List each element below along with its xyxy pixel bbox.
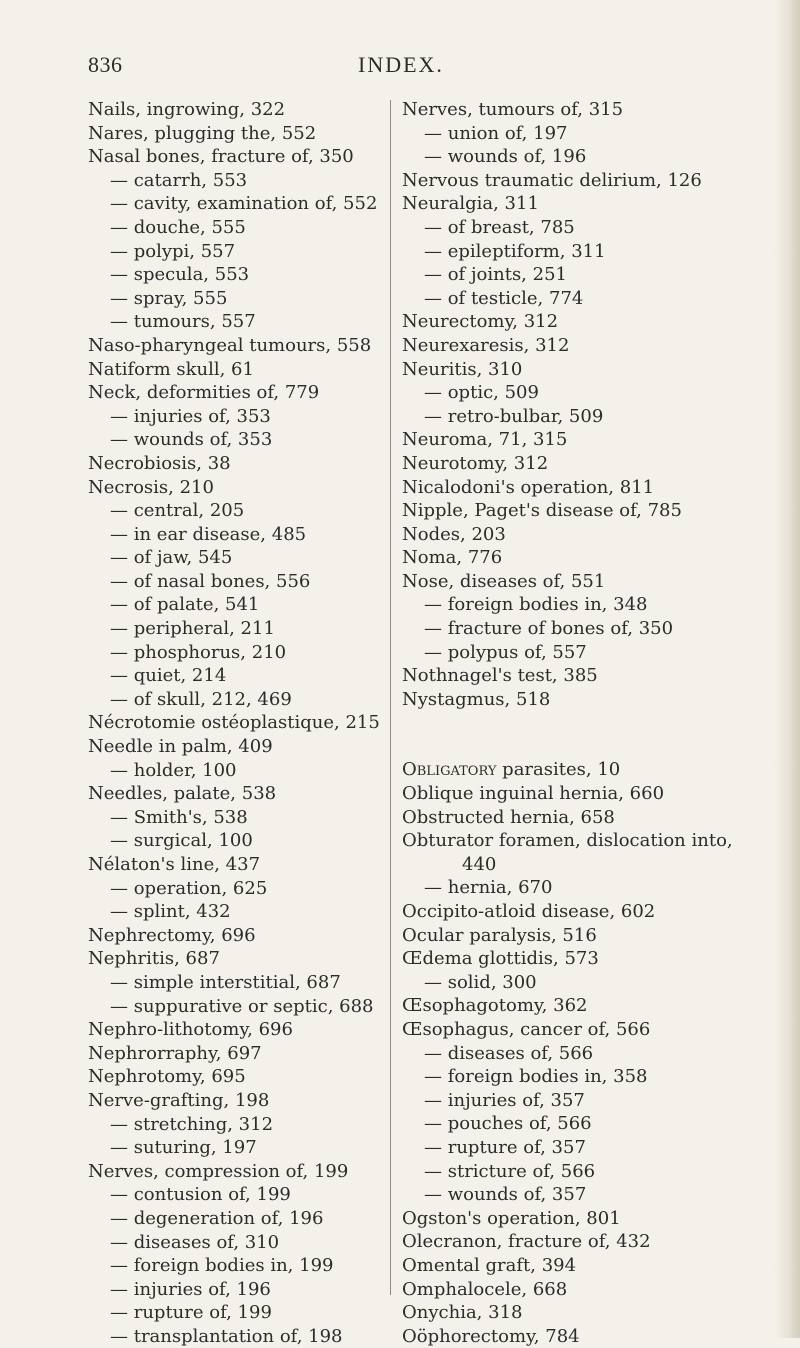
index-entry: Neurexaresis, 312 [402, 334, 570, 356]
index-entry: Nothnagel's test, 385 [402, 665, 598, 687]
index-subentry: — degeneration of, 196 [110, 1207, 324, 1229]
index-entry: Oblique inguinal hernia, 660 [402, 783, 665, 805]
index-subentry: — retro-bulbar, 509 [424, 405, 604, 427]
index-entry: Necrobiosis, 38 [88, 452, 231, 474]
index-entry: Œsophagotomy, 362 [402, 995, 588, 1017]
page-edge-shadow [774, 0, 800, 1338]
index-subentry: — surgical, 100 [110, 830, 253, 852]
index-subentry: — injuries of, 353 [110, 405, 271, 427]
index-entry: Nicalodoni's operation, 811 [402, 476, 655, 498]
index-subentry: — rupture of, 199 [110, 1302, 272, 1324]
index-entry: Nails, ingrowing, 322 [88, 99, 286, 120]
index-entry: Neurotomy, 312 [402, 452, 549, 474]
index-subentry: — union of, 197 [424, 122, 568, 144]
index-entry: Nose, diseases of, 551 [402, 570, 606, 592]
index-subentry: — cavity, examination of, 552 [110, 193, 378, 215]
index-subentry: — injuries of, 357 [424, 1089, 585, 1111]
index-subentry: — hernia, 670 [424, 877, 553, 899]
index-subentry: — simple interstitial, 687 [110, 971, 341, 993]
column-divider [390, 100, 391, 1295]
page-header [88, 52, 708, 82]
index-subentry: — suturing, 197 [110, 1137, 257, 1159]
index-subentry: — holder, 100 [110, 759, 237, 781]
index-subentry: — solid, 300 [424, 971, 537, 993]
page-number: 836 [88, 52, 123, 77]
index-entry: Needles, palate, 538 [88, 783, 277, 805]
index-subentry: — wounds of, 196 [424, 146, 587, 168]
index-entry: Omental graft, 394 [402, 1254, 577, 1276]
index-subentry: — wounds of, 357 [424, 1184, 587, 1206]
section-o-entries [402, 758, 732, 1348]
index-subentry: — of jaw, 545 [110, 547, 233, 569]
index-entry: Nephritis, 687 [88, 948, 220, 970]
index-entry: Nervous traumatic delirium, 126 [402, 169, 702, 191]
index-entry: Neuroma, 71, 315 [402, 429, 568, 451]
index-subentry: — stricture of, 566 [424, 1160, 596, 1182]
index-entry: Nélaton's line, 437 [88, 854, 261, 875]
index-subentry: — of testicle, 774 [424, 287, 584, 309]
index-entry: Necrosis, 210 [88, 476, 214, 498]
index-subentry: — diseases of, 310 [110, 1231, 280, 1253]
index-entry: Nephrectomy, 696 [88, 924, 256, 946]
section-n-entries [402, 98, 732, 711]
index-entry: Olecranon, fracture of, 432 [402, 1231, 651, 1253]
index-subentry: — of breast, 785 [424, 216, 575, 238]
index-subentry: — pouches of, 566 [424, 1113, 592, 1135]
index-subentry: — spray, 555 [110, 287, 228, 309]
index-subentry: — of skull, 212, 469 [110, 688, 292, 710]
index-entry: Nerves, tumours of, 315 [402, 99, 624, 120]
index-subentry: — tumours, 557 [110, 311, 256, 333]
page-title: INDEX. [358, 52, 444, 77]
index-entry: Noma, 776 [402, 547, 503, 569]
index-entry: Neck, deformities of, 779 [88, 382, 320, 404]
index-subentry: — quiet, 214 [110, 665, 227, 687]
index-subentry: — of palate, 541 [110, 594, 260, 616]
index-subentry: — polypus of, 557 [424, 641, 587, 663]
index-entry: Oöphorectomy, 784 [402, 1325, 580, 1347]
index-entry: Nasal bones, fracture of, 350 [88, 146, 354, 168]
index-subentry: — suppurative or septic, 688 [110, 995, 374, 1017]
section-gap [402, 711, 732, 758]
index-subentry: — diseases of, 566 [424, 1042, 594, 1064]
index-subentry: — operation, 625 [110, 877, 268, 899]
index-entry: Nerve-grafting, 198 [88, 1089, 270, 1111]
index-entry: Naso-pharyngeal tumours, 558 [88, 334, 372, 356]
index-subentry: — injuries of, 196 [110, 1278, 271, 1300]
index-subentry: — of nasal bones, 556 [110, 570, 311, 592]
index-entry: Œdema glottidis, 573 [402, 948, 599, 970]
index-subentry: — rupture of, 357 [424, 1136, 586, 1158]
index-entry: Nares, plugging the, 552 [88, 122, 317, 144]
section-lead-word: Obligatory [402, 759, 497, 781]
index-subentry: — splint, 432 [110, 901, 231, 923]
index-entry: Neuritis, 310 [402, 358, 523, 380]
index-subentry: — fracture of bones of, 350 [424, 618, 674, 640]
index-entry: Neuralgia, 311 [402, 193, 539, 215]
index-entry: Natiform skull, 61 [88, 358, 254, 380]
index-entry: Nécrotomie ostéoplastique, 215 [88, 712, 380, 734]
left-index-column [88, 98, 388, 1348]
index-subentry: — optic, 509 [424, 382, 539, 404]
index-entry: Nephro-lithotomy, 696 [88, 1019, 293, 1041]
index-subentry: — catarrh, 553 [110, 169, 248, 191]
index-subentry: — Smith's, 538 [110, 806, 248, 828]
index-subentry: — epileptiform, 311 [424, 240, 606, 262]
index-entry: Œsophagus, cancer of, 566 [402, 1018, 651, 1040]
index-subentry: — foreign bodies in, 348 [424, 594, 648, 616]
index-entry: Nephrotomy, 695 [88, 1066, 246, 1088]
index-entry: Ocular paralysis, 516 [402, 924, 597, 946]
right-index-column [402, 98, 732, 1348]
index-subentry: — douche, 555 [110, 216, 246, 238]
index-subentry: — specula, 553 [110, 264, 250, 286]
index-subentry: — peripheral, 211 [110, 618, 275, 640]
index-subentry: — transplantation of, 198 [110, 1325, 343, 1347]
index-subentry: — central, 205 [110, 500, 245, 522]
index-subentry: — phosphorus, 210 [110, 641, 287, 663]
index-entry: Nephrorraphy, 697 [88, 1042, 262, 1064]
index-entry: Onychia, 318 [402, 1302, 523, 1324]
index-subentry: — in ear disease, 485 [110, 523, 307, 545]
index-entry: Obligatory parasites, 10 [402, 759, 621, 781]
index-entry: Occipito-atloid disease, 602 [402, 901, 656, 922]
index-entry: Nystagmus, 518 [402, 688, 551, 710]
index-entry: Obturator foramen, dislocation into, [402, 830, 733, 852]
index-entry: 440 [462, 853, 497, 875]
index-entry: Omphalocele, 668 [402, 1278, 568, 1300]
index-entry: Nipple, Paget's disease of, 785 [402, 500, 682, 522]
index-subentry: — stretching, 312 [110, 1113, 274, 1135]
index-entry: Needle in palm, 409 [88, 736, 273, 758]
index-entry: Obstructed hernia, 658 [402, 806, 615, 828]
index-entry: Nodes, 203 [402, 523, 506, 545]
index-subentry: — contusion of, 199 [110, 1184, 291, 1206]
index-subentry: — wounds of, 353 [110, 429, 273, 451]
index-subentry: — polypi, 557 [110, 240, 236, 262]
index-entry: Nerves, compression of, 199 [88, 1160, 349, 1182]
index-subentry: — foreign bodies in, 199 [110, 1255, 334, 1277]
index-entry: Neurectomy, 312 [402, 311, 559, 333]
index-subentry: — foreign bodies in, 358 [424, 1066, 648, 1088]
index-subentry: — of joints, 251 [424, 264, 567, 286]
index-entry: Ogston's operation, 801 [402, 1207, 621, 1229]
